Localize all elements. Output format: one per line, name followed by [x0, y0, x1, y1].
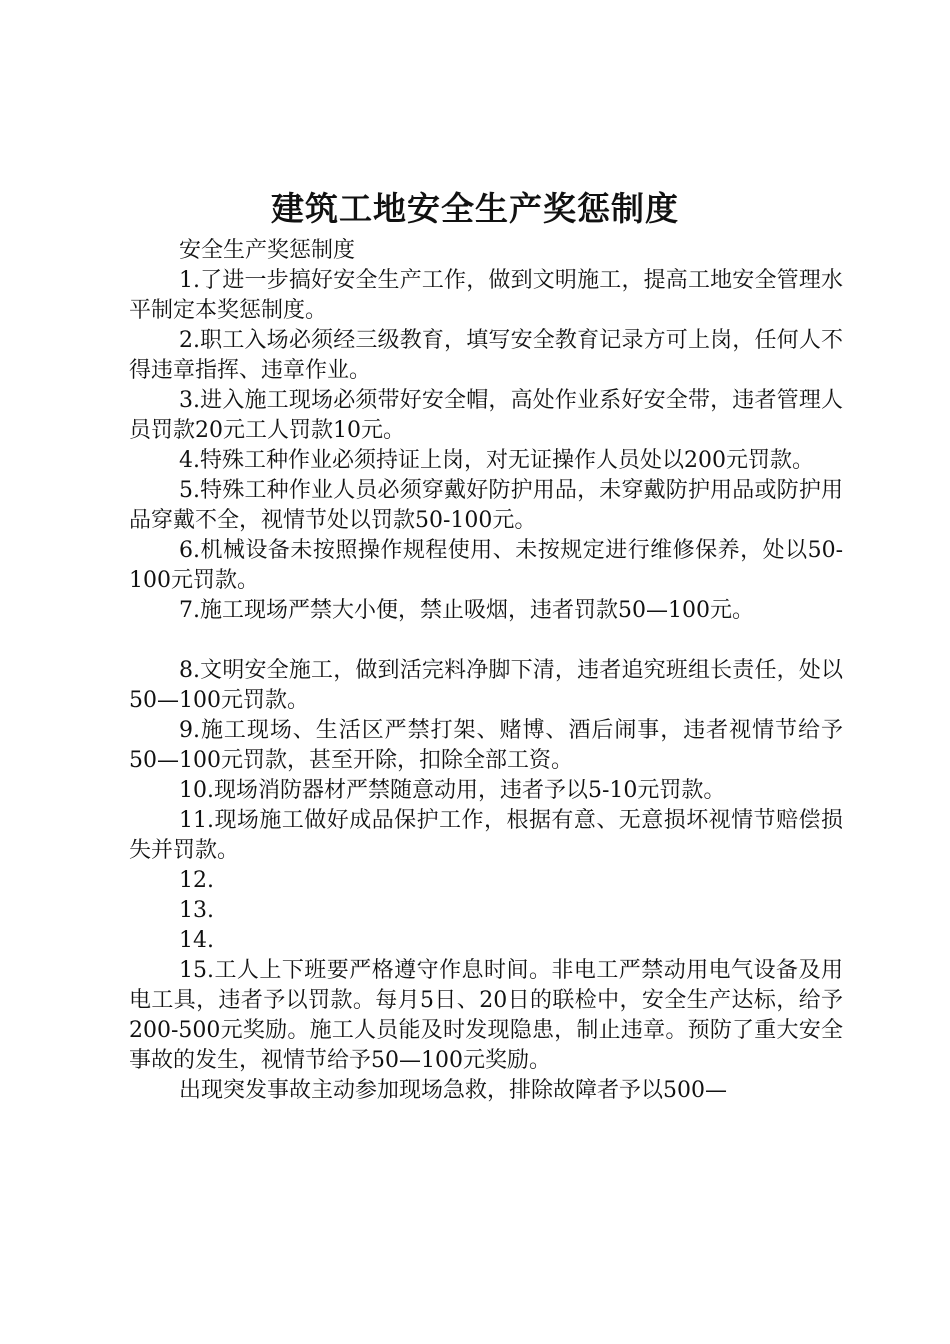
paragraph-11: 11.现场施工做好成品保护工作，根据有意、无意损坏视情节赔偿损失并罚款。	[129, 808, 843, 863]
paragraph-5: 5.特殊工种作业人员必须穿戴好防护用品，未穿戴防护用品或防护用品穿戴不全，视情节处以罚款50-100元。	[129, 478, 843, 533]
paragraph-14: 14.	[179, 928, 214, 953]
paragraph-8: 8.文明安全施工，做到活完料净脚下清，违者追究班组长责任，处以50—100元罚款。	[129, 658, 843, 713]
section-heading: 安全生产奖惩制度	[179, 238, 356, 263]
document-title: 建筑工地安全生产奖惩制度	[271, 189, 679, 228]
paragraph-12: 12.	[179, 868, 214, 893]
paragraph-3: 3.进入施工现场必须带好安全帽，高处作业系好安全带，违者管理人员罚款20元工人罚款10元。	[129, 388, 843, 443]
paragraph-16: 出现突发事故主动参加现场急救，排除故障者予以500—	[179, 1078, 727, 1103]
paragraph-6: 6.机械设备未按照操作规程使用、未按规定进行维修保养，处以50-100元罚款。	[129, 538, 843, 593]
paragraph-2: 2.职工入场必须经三级教育，填写安全教育记录方可上岗，任何人不得违章指挥、违章作业。	[129, 328, 843, 383]
paragraph-15: 15.工人上下班要严格遵守作息时间。非电工严禁动用电气设备及用电工具，违者予以罚款。每月5日、20日的联检中，安全生产达标，给予200-500元奖励。施工人员能及时发现隐患，制止违章。预防了重大安全事故的发生，视情节给予50—100元奖励。	[129, 958, 843, 1073]
paragraph-10: 10.现场消防器材严禁随意动用，违者予以5-10元罚款。	[179, 778, 726, 803]
blank-line	[129, 626, 843, 656]
paragraph-7: 7.施工现场严禁大小便，禁止吸烟，违者罚款50—100元。	[179, 598, 754, 623]
document-body	[129, 236, 843, 1106]
paragraph-9: 9.施工现场、生活区严禁打架、赌博、酒后闹事，违者视情节给予50—100元罚款，甚至开除，扣除全部工资。	[129, 718, 843, 773]
paragraph-1: 1.了进一步搞好安全生产工作，做到文明施工，提高工地安全管理水平制定本奖惩制度。	[129, 268, 843, 323]
paragraph-13: 13.	[179, 898, 214, 923]
paragraph-4: 4.特殊工种作业必须持证上岗，对无证操作人员处以200元罚款。	[179, 448, 814, 473]
